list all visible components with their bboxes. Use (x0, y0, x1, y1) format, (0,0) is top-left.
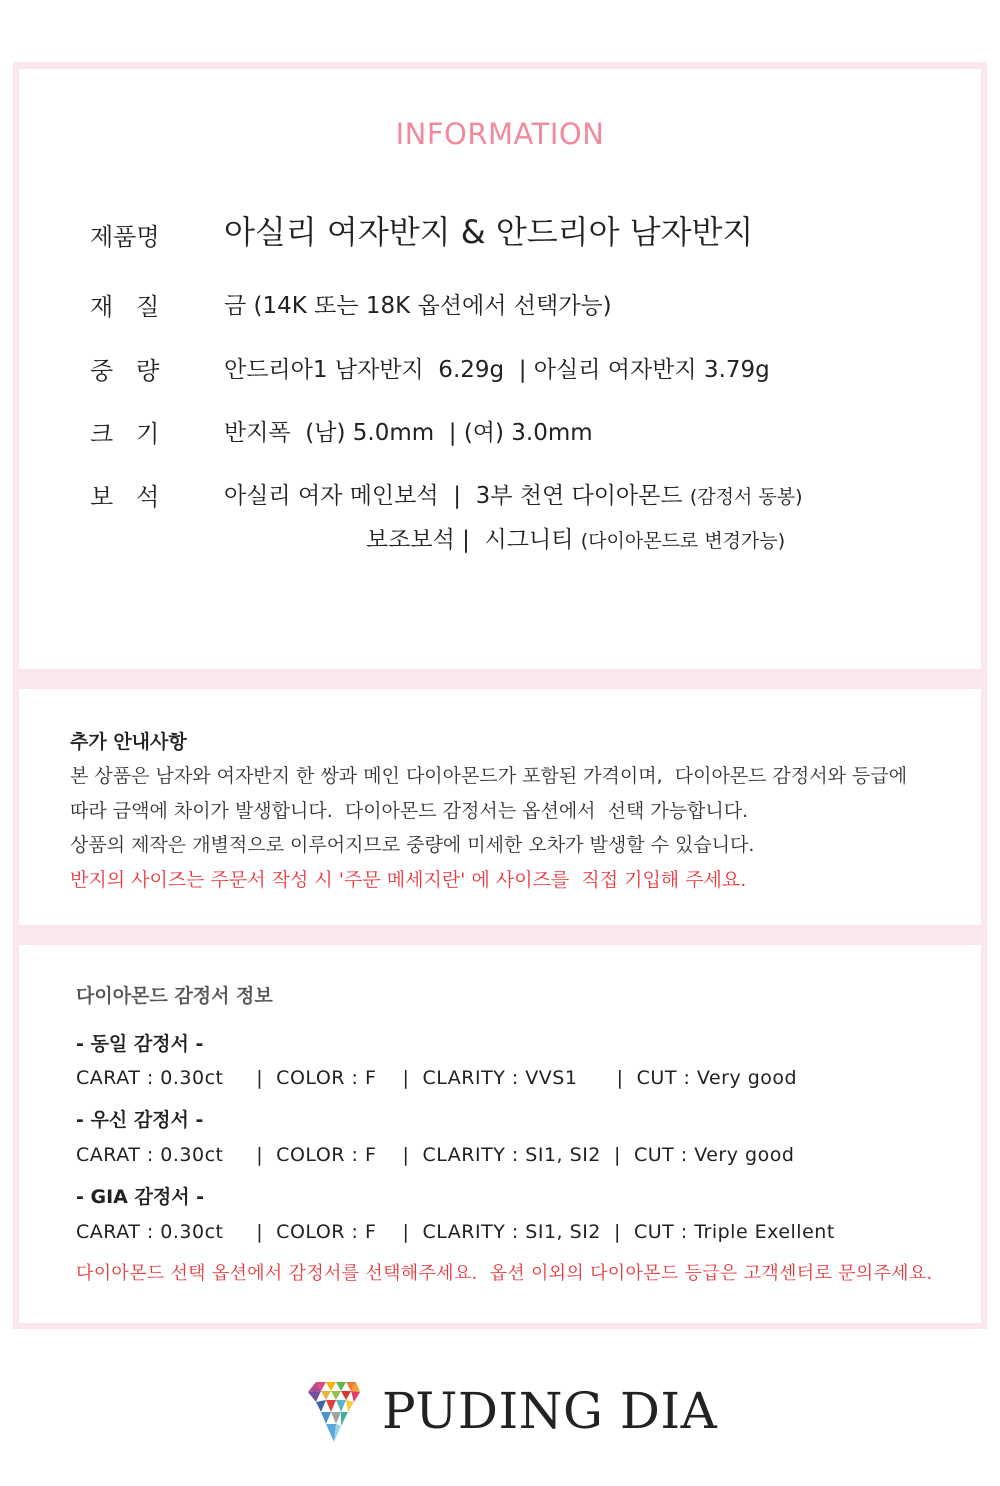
size-label: 크 기 (90, 420, 160, 448)
gem-value (224, 477, 803, 510)
material-value: 금 (14K 또는 18K 옵션에서 선택가능) (224, 293, 612, 319)
product-name-label: 제품명 (90, 223, 160, 251)
gem-label: 보 석 (90, 483, 160, 511)
notice-panel (19, 689, 981, 925)
certificate-specs: CARAT : 0.30ct | COLOR : F | CLARITY : SI1, SI2 | CUT : Triple Exellent (76, 1221, 835, 1243)
certificate-heading: 다이아몬드 감정서 정보 (76, 985, 273, 1007)
weight-value: 안드리아1 남자반지 6.29g | 아실리 여자반지 3.79g (224, 357, 770, 383)
information-title: INFORMATION (395, 117, 605, 151)
notice-line: 본 상품은 남자와 여자반지 한 쌍과 메인 다이아몬드가 포함된 가격이며, 다이아몬드 감정서와 등급에 (70, 765, 908, 787)
gem-main-text: 아실리 여자 메인보석 | 3부 천연 다이아몬드 (224, 483, 690, 509)
notice-line: 따라 금액에 차이가 발생합니다. 다이아몬드 감정서는 옵션에서 선택 가능합니다. (70, 800, 749, 822)
material-label: 재 질 (90, 293, 160, 321)
size-value: 반지폭 (남) 5.0mm | (여) 3.0mm (224, 420, 593, 446)
certificate-specs: CARAT : 0.30ct | COLOR : F | CLARITY : SI1, SI2 | CUT : Very good (76, 1144, 795, 1166)
ring-size-warning: 반지의 사이즈는 주문서 작성 시 '주문 메세지란' 에 사이즈를 직접 기입해 주세요. (70, 869, 747, 891)
gem-main-note: (감정서 동봉) (689, 486, 803, 508)
notice-line: 상품의 제작은 개별적으로 이루어지므로 중량에 미세한 오차가 발생할 수 있습니다. (70, 834, 755, 856)
certificate-group-name: - GIA 감정서 - (76, 1186, 205, 1208)
content-frame (13, 62, 987, 1329)
brand-name: PUDING DIA (382, 1382, 718, 1440)
certificate-footer-note: 다이아몬드 선택 옵션에서 감정서를 선택해주세요. 옵션 이외의 다이아몬드 등급은 고객센터로 문의주세요. (76, 1263, 933, 1284)
weight-label: 중 량 (90, 357, 160, 385)
certificate-panel (19, 945, 981, 1323)
certificate-group-name: - 동일 감정서 - (76, 1033, 204, 1055)
product-name-value: 아실리 여자반지 & 안드리아 남자반지 (224, 213, 754, 251)
notice-heading: 추가 안내사항 (70, 731, 187, 753)
gem-sub-text: 보조보석 | 시그니티 (366, 527, 581, 553)
diamond-icon (306, 1380, 362, 1444)
information-panel (19, 69, 981, 669)
certificate-group-name: - 우신 감정서 - (76, 1109, 204, 1131)
gem-sub-note: (다이아몬드로 변경가능) (580, 530, 786, 552)
gem-sub-value (366, 521, 785, 554)
certificate-specs: CARAT : 0.30ct | COLOR : F | CLARITY : VVS1 | CUT : Very good (76, 1067, 798, 1089)
brand-logo (306, 1378, 718, 1446)
